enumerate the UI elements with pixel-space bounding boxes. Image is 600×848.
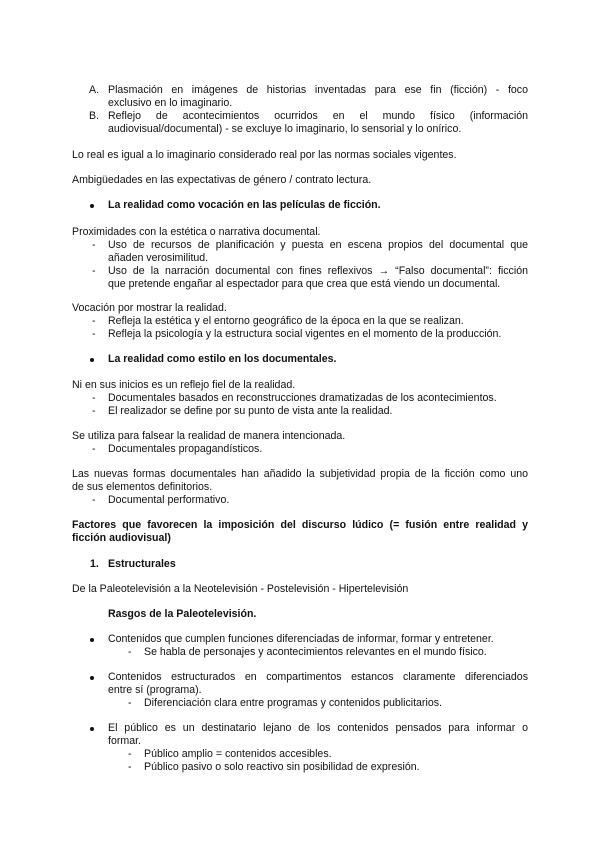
- rasgo-2-line-1: Contenidos estructurados en compartimentos estancos claramente diferenciados: [108, 671, 528, 683]
- heading-realidad-ficcion: La realidad como vocación en las películas de ficción.: [108, 199, 381, 211]
- bullet-icon: [90, 358, 94, 362]
- paragraph-ni-en-sus-inicios: Ni en sus inicios es un reflejo fiel de la realidad.: [72, 379, 296, 391]
- bullet-icon: [90, 727, 94, 731]
- dash-marker: -: [128, 748, 132, 760]
- dash-marker: -: [128, 761, 132, 773]
- vocacion-item-1: Refleja la estética y el entorno geográfico de la época en la que se realizan.: [108, 315, 464, 327]
- bullet-icon: [90, 676, 94, 680]
- paragraph-ambiguedades: Ambigüedades en las expectativas de género / contrato lectura.: [72, 174, 372, 186]
- rasgo-3-sub-2: Público pasivo o solo reactivo sin posibilidad de expresión.: [144, 761, 420, 773]
- heading-factores-line-2: ficción audiovisual): [72, 532, 171, 544]
- prox-item-1-line-2: añaden verosimilitud.: [108, 252, 209, 264]
- dash-marker: -: [92, 265, 96, 277]
- rasgo-1-sub-1: Se habla de personajes y acontecimientos relevantes en el mundo físico.: [144, 646, 487, 658]
- dash-marker: -: [92, 328, 96, 340]
- rasgo-1-line-1: Contenidos que cumplen funciones diferenciadas de informar, formar y entretener.: [108, 633, 494, 645]
- ni-item-1: Documentales basados en reconstrucciones dramatizadas de los acontecimientos.: [108, 392, 497, 404]
- bullet-icon: [90, 204, 94, 208]
- dash-marker: -: [128, 697, 132, 709]
- alpha-item-a-line-2: exclusivo en lo imaginario.: [108, 97, 233, 109]
- paragraph-falsear: Se utiliza para falsear la realidad de manera intencionada.: [72, 430, 346, 442]
- list-marker-b: B.: [89, 110, 100, 122]
- vocacion-item-2: Refleja la psicología y la estructura social vigentes en el momento de la producción.: [108, 328, 502, 340]
- prox-item-2-line-1: Uso de la narración documental con fines reflexivos → “Falso documental”: ficción: [108, 265, 528, 277]
- bullet-icon: [90, 638, 94, 642]
- rasgo-2-line-2: entre sí (programa).: [108, 684, 202, 696]
- rasgo-3-line-2: formar.: [108, 735, 141, 747]
- dash-marker: -: [128, 646, 132, 658]
- heading-realidad-documentales: La realidad como estilo en los documentales.: [108, 353, 337, 365]
- paragraph-nuevas-line-2: de sus elementos definitorios.: [72, 481, 213, 493]
- nuevas-item-1: Documental performativo.: [108, 494, 230, 506]
- alpha-item-b-line-2: audiovisual/documental) - se excluye lo imaginario, lo sensorial y lo onírico.: [108, 123, 462, 135]
- dash-marker: -: [92, 443, 96, 455]
- section-number: 1.: [90, 558, 99, 570]
- list-marker-a: A.: [89, 84, 100, 96]
- rasgo-3-line-1: El público es un destinatario lejano de los contenidos pensados para informar o: [108, 722, 528, 734]
- dash-marker: -: [92, 392, 96, 404]
- paragraph-vocacion: Vocación por mostrar la realidad.: [72, 302, 227, 314]
- paragraph-proximidades: Proximidades con la estética o narrativa documental.: [72, 226, 321, 238]
- paragraph-paleotelevision: De la Paleotelevisión a la Neotelevisión - Postelevisión - Hipertelevisión: [72, 583, 409, 595]
- dash-marker: -: [92, 239, 96, 251]
- heading-estructurales: Estructurales: [108, 558, 176, 570]
- dash-marker: -: [92, 315, 96, 327]
- dash-marker: -: [92, 405, 96, 417]
- ni-item-2: El realizador se define por su punto de vista ante la realidad.: [108, 405, 393, 417]
- alpha-item-a-line-1: Plasmación en imágenes de historias inventadas para ese fin (ficción) - foco: [108, 84, 528, 96]
- heading-factores-line-1: Factores que favorecen la imposición del discurso lúdico (= fusión entre realidad y: [72, 519, 528, 531]
- falsear-item-1: Documentales propagandísticos.: [108, 443, 263, 455]
- alpha-item-b-line-1: Reflejo de acontecimientos ocurridos en el mundo físico (información: [108, 110, 528, 122]
- prox-item-2-line-2: que pretende engañar al espectador para que crea que está viendo un documental.: [108, 278, 501, 290]
- rasgo-2-sub-1: Diferenciación clara entre programas y contenidos publicitarios.: [144, 697, 442, 709]
- paragraph-nuevas-line-1: Las nuevas formas documentales han añadido la subjetividad propia de la ficción como uno: [72, 468, 528, 480]
- paragraph-real: Lo real es igual a lo imaginario considerado real por las normas sociales vigentes.: [72, 149, 457, 161]
- rasgo-3-sub-1: Público amplio = contenidos accesibles.: [144, 748, 332, 760]
- dash-marker: -: [92, 494, 96, 506]
- heading-rasgos: Rasgos de la Paleotelevisión.: [108, 608, 257, 620]
- prox-item-1-line-1: Uso de recursos de planificación y puesta en escena propios del documental que: [108, 239, 528, 251]
